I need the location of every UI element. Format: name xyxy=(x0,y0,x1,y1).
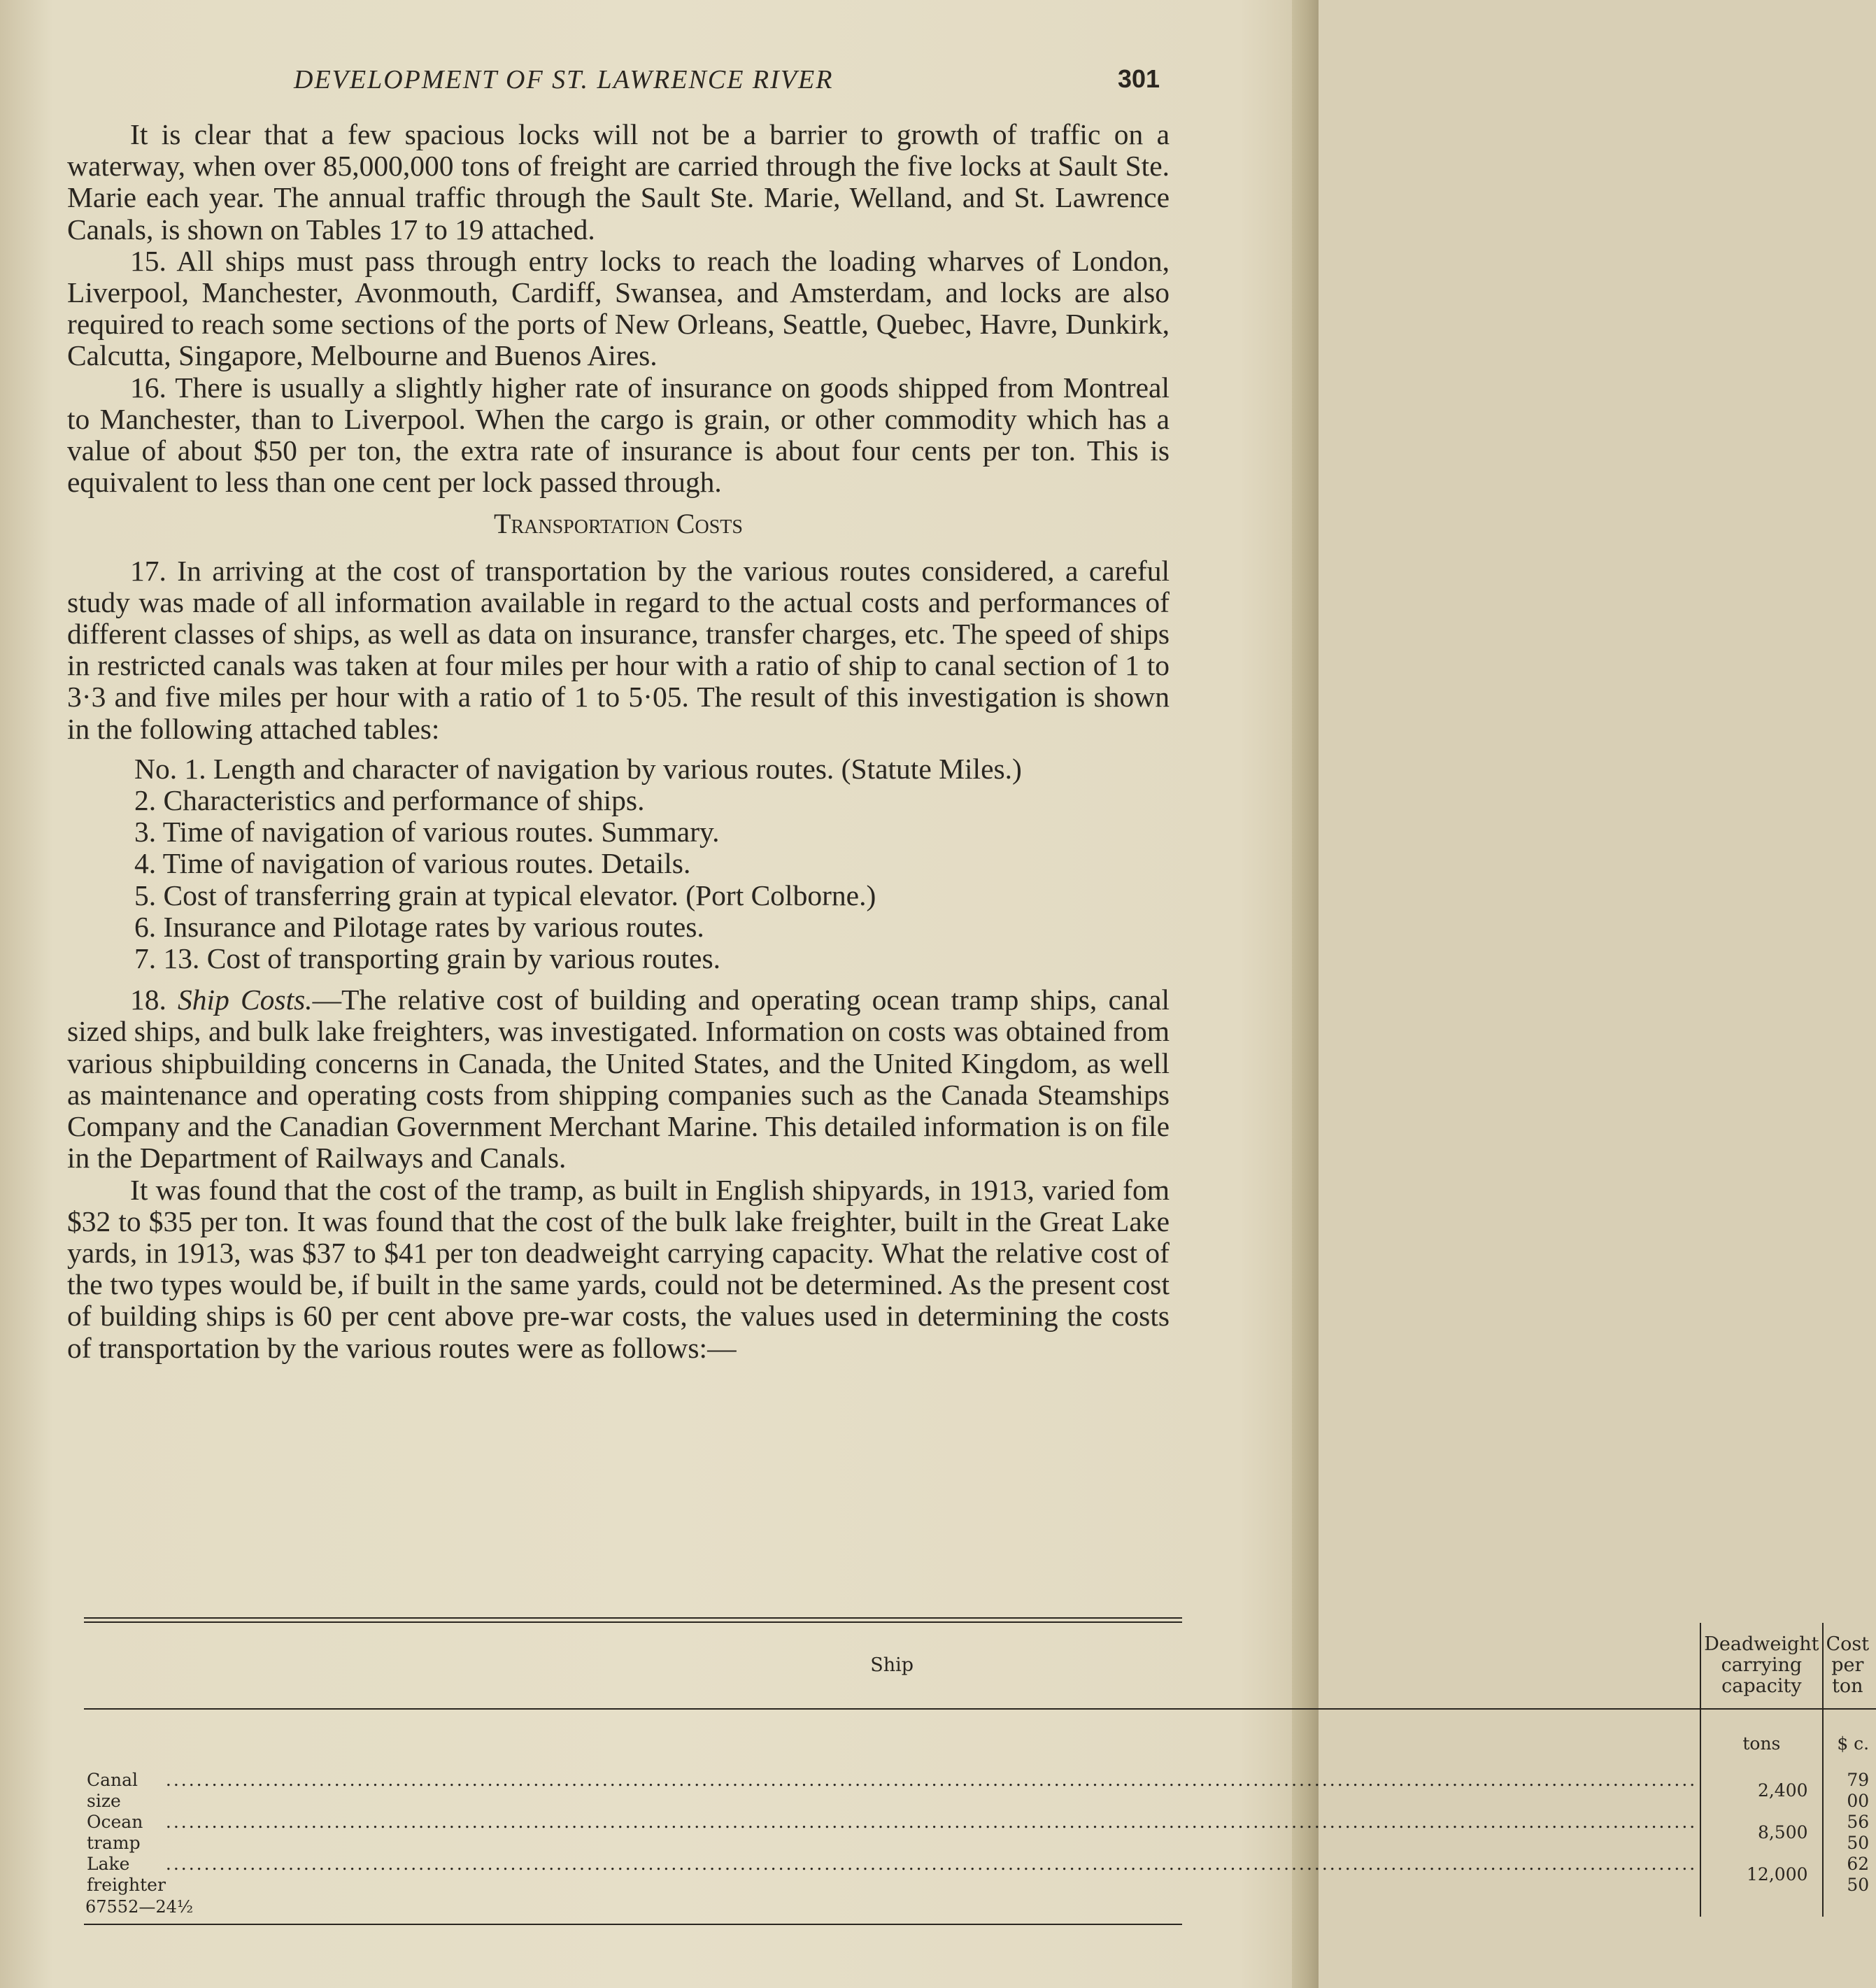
ship-name: Ocean tramp xyxy=(87,1812,143,1853)
list-item: 4. Time of navigation of various routes. Details. xyxy=(134,847,691,880)
ship-cost-table xyxy=(84,1617,1870,1925)
table-row xyxy=(84,1812,1876,1854)
column-header-ship: Ship xyxy=(84,1623,1700,1709)
tables-list xyxy=(134,753,1170,974)
paragraph-15: 15. All ships must pass through entry locks to reach the loading wharves of London, Liverpool, Manchester, Avonmouth, Cardiff, Swansea, and Amsterdam, and locks are also required to reach some sections of the ports of New Orleans, Seattle, Quebec, Havre, Dunkirk, Calcutta, Singapore, Melbourne and Buenos Aires. xyxy=(67,244,1170,372)
unit-tons: tons xyxy=(1700,1709,1822,1770)
ship-dwt: 8,500 xyxy=(1700,1812,1822,1854)
column-header-cost: Cost per ton xyxy=(1823,1623,1876,1709)
paragraph-18-heading: Ship Costs. xyxy=(178,984,313,1016)
list-item: 2. Characteristics and performance of ships. xyxy=(134,784,645,817)
table-bottom-rule xyxy=(84,1924,1182,1925)
list-item: No. 1. Length and character of navigation by various routes. (Statute Miles.) xyxy=(134,752,1022,785)
table-top-rule xyxy=(84,1617,1182,1623)
paragraph-17: 17. In arriving at the cost of transportation by the various routes considered, a careful study was made of all information available in regard to the actual costs and performances of different classes of ships, as well as data on insurance, transfer charges, etc. The speed of ships in restricted canals was taken at four miles per hour with a ratio of ship to canal section of 1 to 3·3 and five miles per hour with a ratio of 1 to 5·05. The result of this investigation is shown in the following attached tables: xyxy=(67,554,1170,745)
ship-cost: 79 00 xyxy=(1823,1770,1876,1812)
table-row xyxy=(84,1770,1876,1812)
table-row xyxy=(84,1854,1876,1917)
paragraph-ship-costs: It was found that the cost of the tramp, as built in English shipyards, in 1913, varied fom $32 to $35 per ton. It was found that the cost of the bulk lake freighter, built in the Great Lake yards, in 1913, was $37 to $41 per ton deadweight carrying capacity. What the relative cost of the two types would be, if built in the same yards, could not be determined. As the present cost of building ships is 60 per cent above pre-war costs, the values used in determining the costs of transportation by the various routes were as follows:— xyxy=(67,1173,1170,1364)
list-item: 5. Cost of transferring grain at typical elevator. (Port Colborne.) xyxy=(134,879,876,911)
ship-name: Canal size xyxy=(87,1770,138,1811)
body-text xyxy=(67,119,1170,1364)
ship-dwt: 2,400 xyxy=(1700,1770,1822,1812)
ship-name: Lake freighter xyxy=(87,1854,166,1895)
paragraph-16: 16. There is usually a slightly higher rate of insurance on goods shipped from Montreal to Manchester, than to Liverpool. When the cargo is grain, or other commodity which has a value of about $50 per ton, the extra rate of insurance is about four cents per ton. This is equivalent to less than one cent per lock passed through. xyxy=(67,371,1170,499)
list-item: 6. Insurance and Pilotage rates by various routes. xyxy=(134,910,704,943)
paragraph-18-text: —The relative cost of building and operating ocean tramp ships, canal sized ships, and bulk lake freighters, was investigated. Information on costs was obtained from various shipbuilding concerns in Canada, the United States, and the United Kingdom, as well as maintenance and operating costs from shipping companies such as the Canada Steamships Company and the Canadian Government Merchant Marine. This detailed information is on file in the Department of Railways and Canals. xyxy=(67,984,1170,1174)
page-number: 301 xyxy=(1118,64,1160,93)
section-title: Transportation Costs xyxy=(494,508,743,540)
column-header-deadweight: Deadweight carrying capacity xyxy=(1700,1623,1822,1709)
printer-signature: 67552—24½ xyxy=(85,1897,194,1917)
list-item: 7. 13. Cost of transporting grain by various routes. xyxy=(134,942,720,975)
ship-cost: 62 50 xyxy=(1823,1854,1876,1917)
paragraph-18 xyxy=(67,984,1170,1174)
running-header: DEVELOPMENT OF ST. LAWRENCE RIVER xyxy=(294,65,834,94)
ship-cost: 56 50 xyxy=(1823,1812,1876,1854)
unit-dollars-cents: $ c. xyxy=(1823,1709,1876,1770)
ship-dwt: 12,000 xyxy=(1700,1854,1822,1917)
paragraph-18-number: 18. xyxy=(130,984,166,1016)
paragraph-traffic: It is clear that a few spacious locks will not be a barrier to growth of traffic on a waterway, when over 85,000,000 tons of freight are carried through the five locks at Sault Ste. Marie each year. The annual traffic through the Sault Ste. Marie, Welland, and St. Lawrence Canals, is shown on Tables 17 to 19 attached. xyxy=(67,118,1170,246)
list-item: 3. Time of navigation of various routes. Summary. xyxy=(134,816,720,849)
